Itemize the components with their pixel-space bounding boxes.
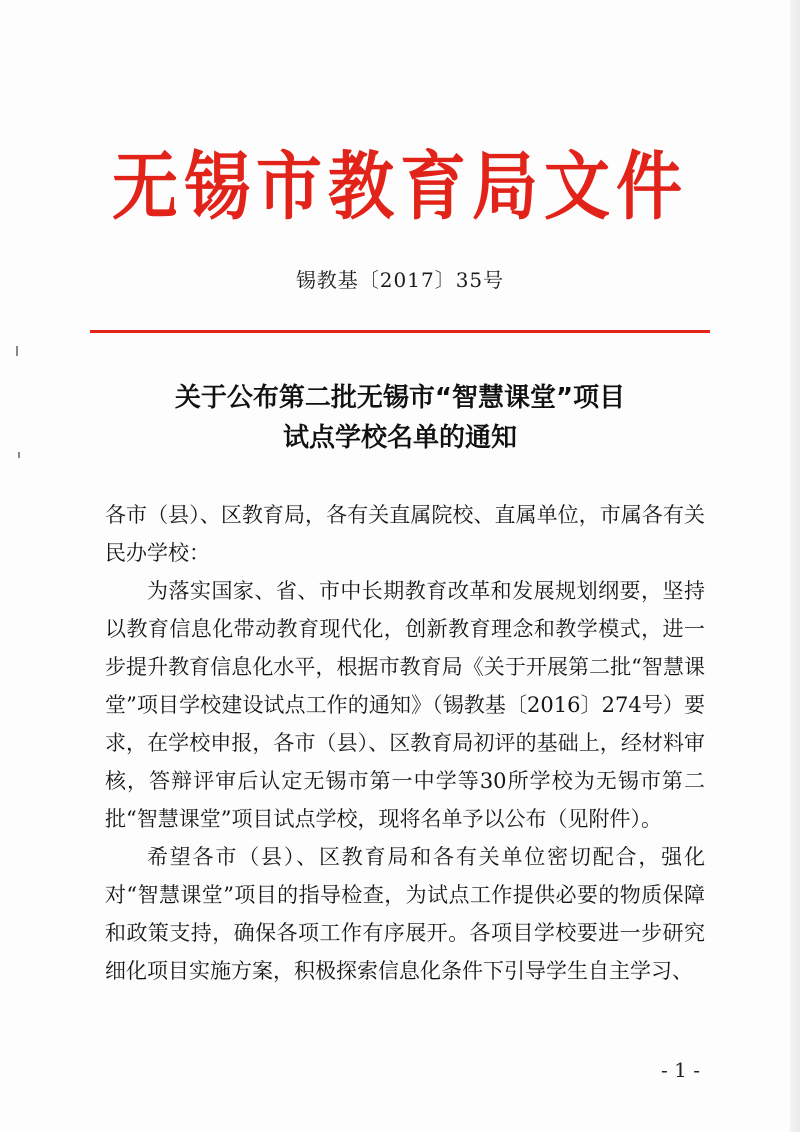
paragraph-2: 希望各市（县）、区教育局和各有关单位密切配合，强化对“智慧课堂”项目的指导检查，为试点工作提供必要的物质保障和政策支持，确保各项工作有序展开。各项目学校要进一步研究细化项目实施方案，积极探索信息化条件下引导学生自主学习、	[105, 845, 705, 983]
scan-speck	[16, 346, 18, 356]
scan-speck	[18, 452, 20, 458]
scan-edge	[790, 0, 800, 1132]
paragraph-1: 为落实国家、省、市中长期教育改革和发展规划纲要，坚持以教育信息化带动教育现代化，创新教育理念和教学模式，进一步提升教育信息化水平，根据市教育局《关于开展第二批“智慧课堂”项目学校建设试点工作的通知》（锡教基〔2016〕274号）要求，在学校申报，各市（县）、区教育局初评的基础上，经材料审核，答辩评审后认定无锡市第一中学等30所学校为无锡市第二批“智慧课堂”项目试点学校，现将名单予以公布（见附件）。	[105, 579, 705, 831]
document-title	[80, 378, 720, 458]
title-line-1: 关于公布第二批无锡市“智慧课堂”项目	[174, 383, 626, 413]
red-divider	[90, 330, 710, 333]
issuer-heading: 无锡市教育局文件	[112, 142, 688, 230]
body-text	[105, 496, 705, 990]
salutation: 各市（县）、区教育局，各有关直属院校、直属单位，市属各有关民办学校：	[105, 503, 705, 565]
title-line-2: 试点学校名单的通知	[282, 423, 517, 453]
page-number: - 1 -	[661, 1058, 700, 1082]
document-number: 锡教基〔2017〕35号	[295, 268, 505, 292]
